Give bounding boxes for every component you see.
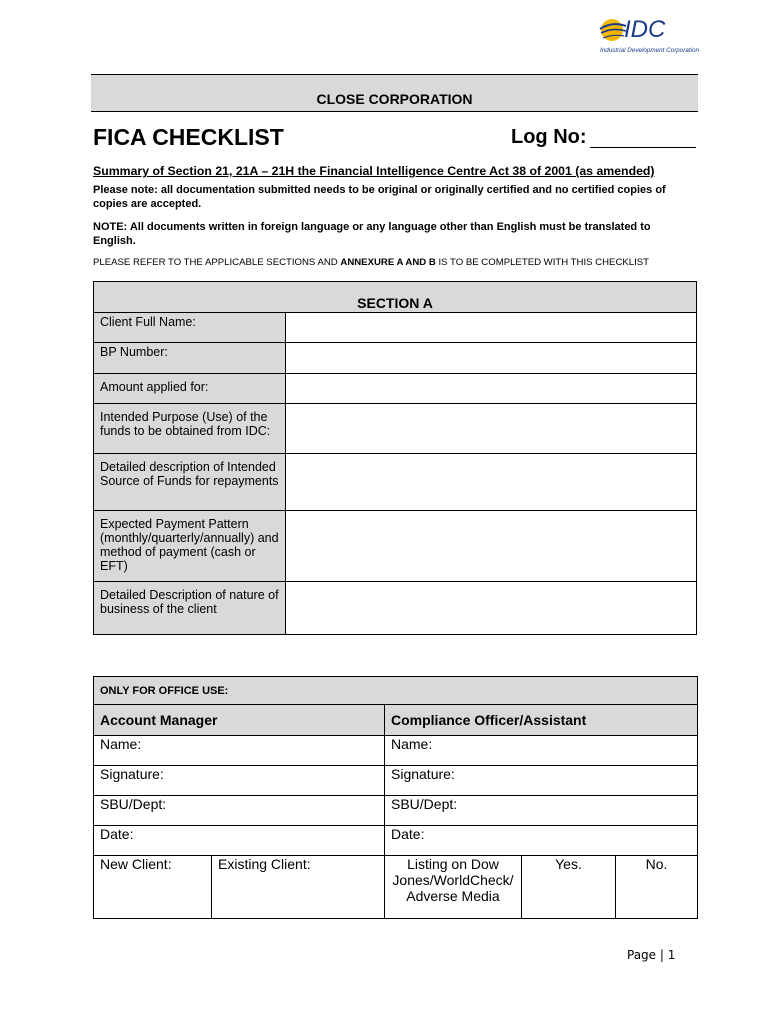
am-date-field[interactable]: Date: — [94, 826, 385, 856]
co-signature-field[interactable]: Signature: — [385, 766, 698, 796]
log-number-label: Log No: — [511, 126, 587, 148]
page-title: FICA CHECKLIST — [93, 124, 284, 150]
co-sbu-field[interactable]: SBU/Dept: — [385, 796, 698, 826]
new-client-field[interactable]: New Client: — [94, 856, 212, 919]
summary-heading: Summary of Section 21, 21A – 21H the Financial Intelligence Centre Act 38 of 2001 (as amended) — [93, 164, 655, 178]
business-nature-field[interactable] — [286, 582, 697, 635]
refer-instruction: PLEASE REFER TO THE APPLICABLE SECTIONS AND ANNEXURE A AND B IS TO BE COMPLETED WITH THIS CHECKLIST — [93, 257, 650, 268]
section-a-table — [93, 281, 697, 635]
source-of-funds-field[interactable] — [286, 454, 697, 511]
label-amount: Amount applied for: — [94, 374, 286, 404]
amount-field[interactable] — [286, 374, 697, 404]
existing-client-field[interactable]: Existing Client: — [212, 856, 385, 919]
label-client-name: Client Full Name: — [94, 313, 286, 343]
section-a-title: SECTION A — [94, 282, 697, 313]
co-name-field[interactable]: Name: — [385, 736, 698, 766]
no-option[interactable]: No. — [616, 856, 698, 919]
payment-pattern-field[interactable] — [286, 511, 697, 582]
idc-logo — [598, 14, 708, 58]
banner: CLOSE CORPORATION — [91, 74, 698, 112]
logo-subtitle: Industrial Development Corporation — [600, 47, 700, 54]
co-date-field[interactable]: Date: — [385, 826, 698, 856]
label-payment-pattern: Expected Payment Pattern (monthly/quarterly/annually) and method of payment (cash or EFT) — [94, 511, 286, 582]
compliance-officer-heading: Compliance Officer/Assistant — [385, 705, 698, 736]
label-source-of-funds: Detailed description of Intended Source of Funds for repayments — [94, 454, 286, 511]
page-number: Page | 1 — [627, 948, 676, 962]
listing-label: Listing on Dow Jones/WorldCheck/ Adverse Media — [385, 856, 522, 919]
logo-wordmark: IDC — [624, 16, 666, 43]
office-use-table — [93, 676, 698, 919]
label-bp-number: BP Number: — [94, 343, 286, 374]
client-name-field[interactable] — [286, 313, 697, 343]
yes-option[interactable]: Yes. — [522, 856, 616, 919]
am-sbu-field[interactable]: SBU/Dept: — [94, 796, 385, 826]
label-business-nature: Detailed Description of nature of business of the client — [94, 582, 286, 635]
office-use-title: ONLY FOR OFFICE USE: — [94, 677, 698, 705]
note-translation: NOTE: All documents written in foreign language or any language other than English must be translated to English. — [93, 221, 651, 247]
am-signature-field[interactable]: Signature: — [94, 766, 385, 796]
label-purpose: Intended Purpose (Use) of the funds to be obtained from IDC: — [94, 404, 286, 454]
note-originals: Please note: all documentation submitted needs to be original or originally certified and no certified copies of copies are accepted. — [93, 184, 666, 210]
am-name-field[interactable]: Name: — [94, 736, 385, 766]
log-number-field[interactable] — [590, 147, 696, 148]
purpose-field[interactable] — [286, 404, 697, 454]
bp-number-field[interactable] — [286, 343, 697, 374]
account-manager-heading: Account Manager — [94, 705, 385, 736]
